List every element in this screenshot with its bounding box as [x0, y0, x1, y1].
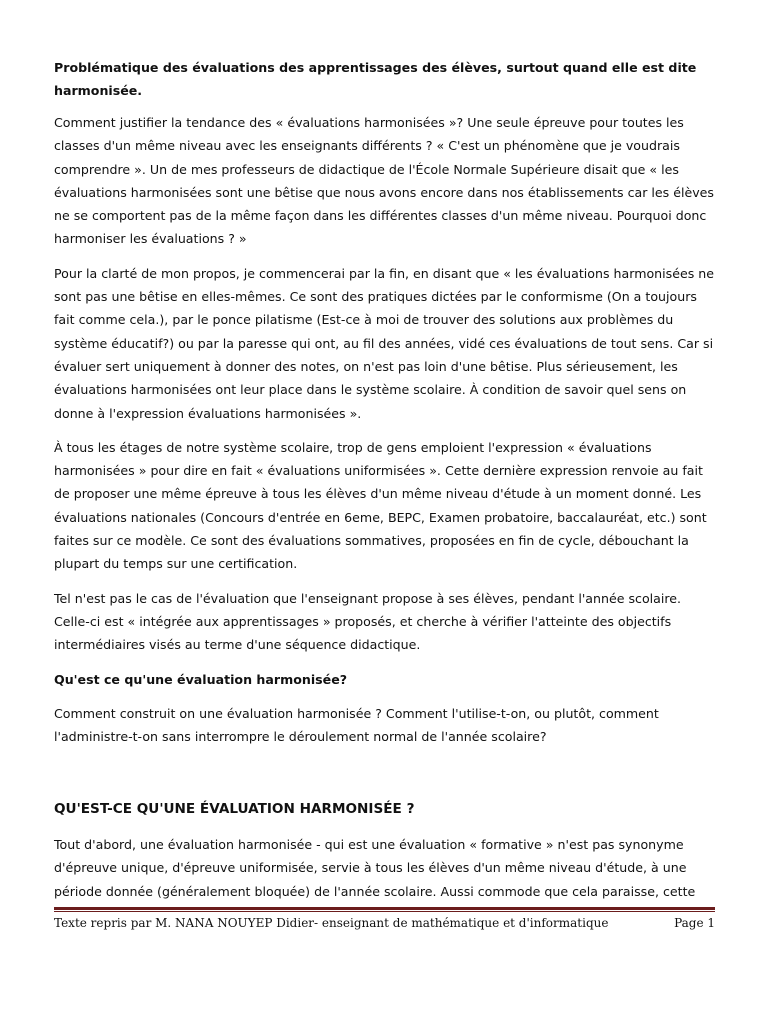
paragraph-intro: Comment justifier la tendance des « évaluations harmonisées »? Une seule épreuve pour toutes les classes d'un même niveau avec les enseignants différents ? « C'est un phénomène que je voudrais comprendre ». Un de mes professeurs de didactique de l'École Normale Supérieure disait que « les évaluations harmonisées sont une bêtise que nous avons encore dans nos établissements car les élèves ne se comportent pas de la même façon dans les différentes classes d'un même niveau. Pourquoi donc harmoniser les évaluations ? » — [54, 115, 714, 247]
page-number: Page 1 — [674, 916, 715, 930]
document-body — [54, 56, 714, 914]
question-heading: Qu'est ce qu'une évaluation harmonisée? — [54, 671, 348, 687]
document-title: Problématique des évaluations des apprentissages des élèves, surtout quand elle est dite harmonisée. — [54, 60, 697, 98]
footer-credit: Texte repris par M. NANA NOUYEP Didier- enseignant de mathématique et d'informatique — [54, 916, 609, 930]
section-paragraph: Tout d'abord, une évaluation harmonisée - qui est une évaluation « formative » n'est pas synonyme d'épreuve unique, d'épreuve uniformisée, servie à tous les élèves d'un même niveau d'étude, à une période donnée (généralement bloquée) de l'année scolaire. Aussi commode que cela paraisse, cette — [54, 837, 696, 899]
question-paragraph: Comment construit on une évaluation harmonisée ? Comment l'utilise-t-on, ou plutôt, comment l'administre-t-on sans interrompre le déroulement normal de l'année scolaire? — [54, 705, 659, 744]
paragraph-clarity: Pour la clarté de mon propos, je commencerai par la fin, en disant que « les évaluations harmonisées ne sont pas une bêtise en elles-mêmes. Ce sont des pratiques dictées par le conformisme (On a toujours fait comme cela.), par le ponce pilatisme (Est-ce à moi de trouver des solutions aux problèmes du système éducatif?) ou par la paresse qui ont, au fil des années, vidé ces évaluations de tout sens. Car si évaluer sert uniquement à donner des notes, on n'est pas loin d'une bêtise. Plus sérieusement, les évaluations harmonisées ont leur place dans le système scolaire. À condition de savoir quel sens on donne à l'expression évaluations harmonisées ». — [54, 265, 714, 421]
paragraph-levels: À tous les étages de notre système scolaire, trop de gens emploient l'expression « évaluations harmonisées » pour dire en fait « évaluations uniformisées ». Cette dernière expression renvoie au fait de proposer une même épreuve à tous les élèves d'un même niveau d'étude à un moment donné. Les évaluations nationales (Concours d'entrée en 6eme, BEPC, Examen probatoire, baccalauréat, etc.) sont faites sur ce modèle. Ce sont des évaluations sommatives, proposées en fin de cycle, débouchant la plupart du temps sur une certification. — [54, 439, 707, 572]
paragraph-teacher-evaluation: Tel n'est pas le cas de l'évaluation que l'enseignant propose à ses élèves, pendant l'année scolaire. Celle-ci est « intégrée aux apprentissages » proposés, et cherche à vérifier l'atteinte des objectifs intermédiaires visés au terme d'une séquence didactique. — [54, 590, 682, 653]
footer-rule-thin — [54, 911, 715, 912]
section-heading: QU'EST-CE QU'UNE ÉVALUATION HARMONISÉE ? — [54, 801, 415, 818]
page-footer — [54, 913, 715, 933]
footer-rule-thick — [54, 907, 715, 910]
